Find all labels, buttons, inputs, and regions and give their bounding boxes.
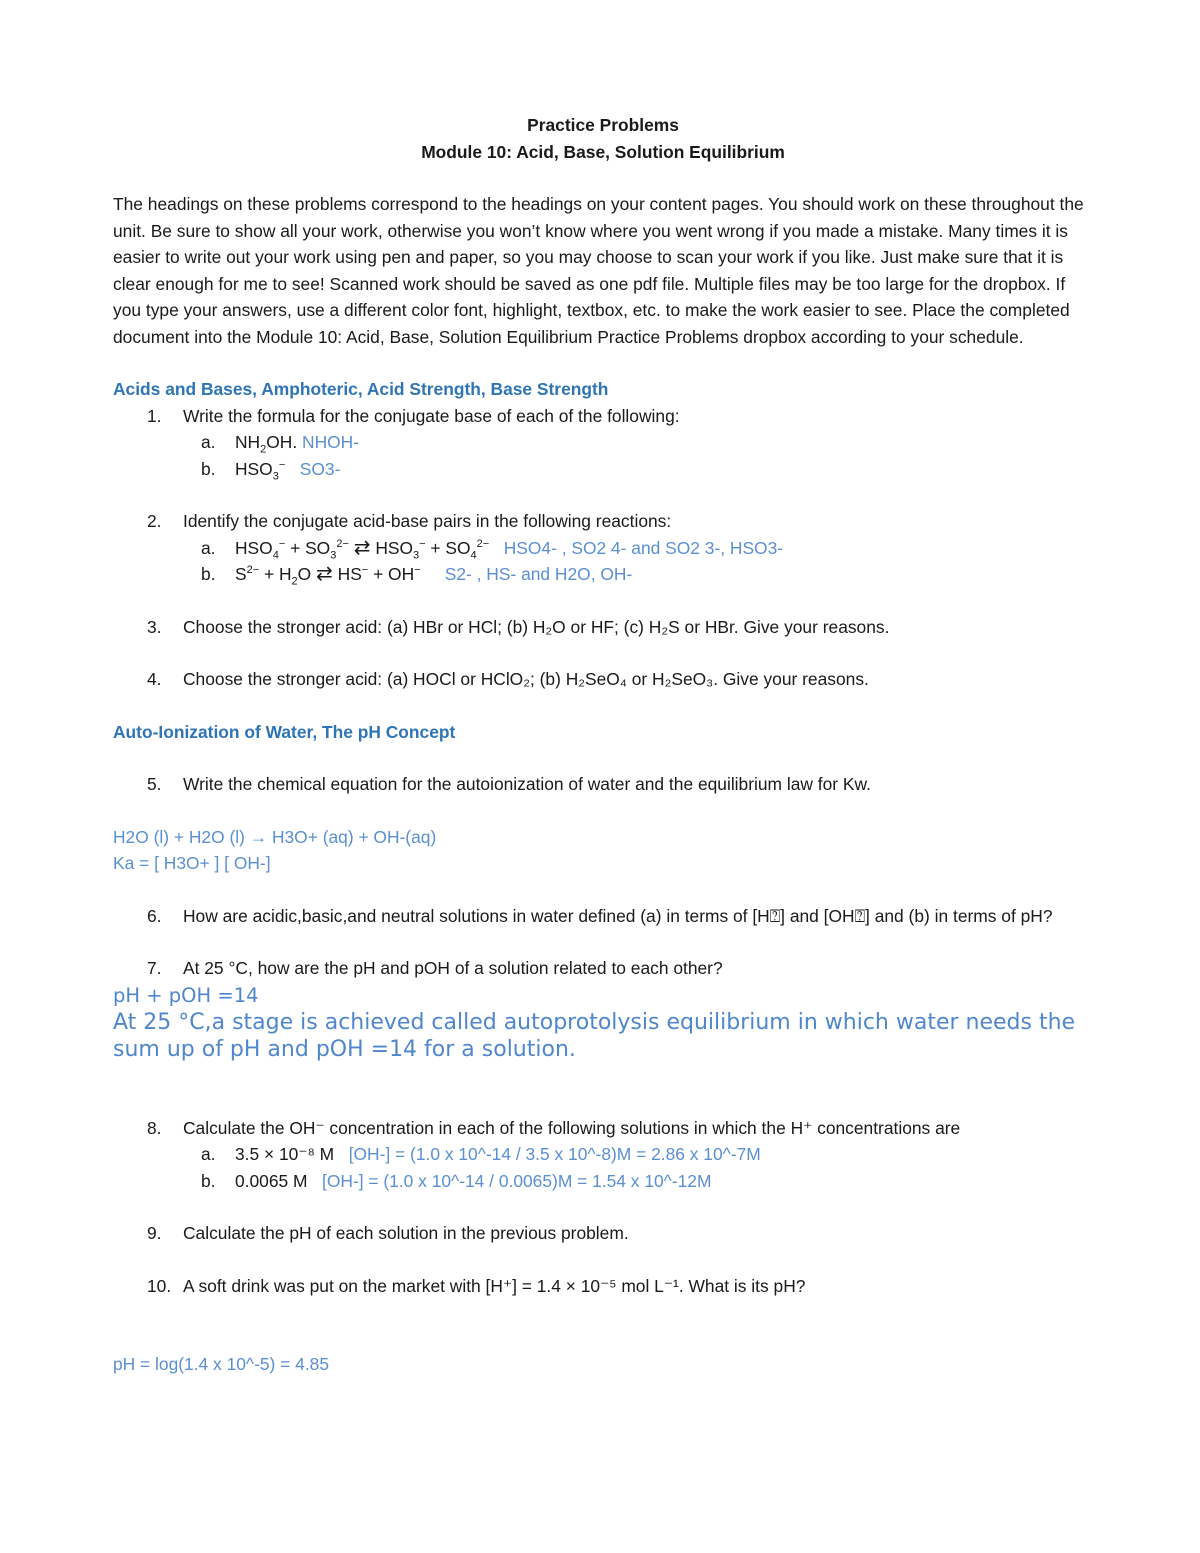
question-4 <box>113 666 1093 693</box>
question-1b <box>113 456 1093 483</box>
answer-2a: HSO4- , SO2 4- and SO2 3-, HSO3- <box>503 537 784 558</box>
intro-paragraph: The headings on these problems correspond to the headings on your content pages. You should work on these throughout the unit. Be sure to show all your work, otherwise you won’t know where you went wrong if you made a mistake. Many times it is easier to write out your work using pen and paper, so you may choose to scan your work if you like. Just make sure that it is clear enough for me to see! Scanned work should be saved as one pdf file. Multiple files may be too large for the dropbox. If you type your answers, use a different color font, highlight, textbox, etc. to make the work easier to see. Place the completed document into the Module 10: Acid, Base, Solution Equilibrium Practice Problems dropbox according to your schedule. <box>113 194 1084 347</box>
question-10 <box>113 1273 1093 1300</box>
question-text: Choose the stronger acid: (a) HOCl or HClO₂; (b) H₂SeO₄ or H₂SeO₃. Give your reasons. <box>183 669 869 689</box>
question-text: Choose the stronger acid: (a) HBr or HCl; (b) H₂O or HF; (c) H₂S or HBr. Give your reasons. <box>183 616 890 637</box>
question-number: 3. <box>147 616 162 637</box>
sub-letter: b. <box>201 564 216 584</box>
question-text: Calculate the pH of each solution in the previous problem. <box>183 1223 629 1243</box>
sub-letter: b. <box>201 1170 216 1191</box>
answer-1a: NHOH- <box>302 432 360 452</box>
formula-nh2oh: $NH_2OH$. <box>235 432 298 456</box>
document-page <box>113 112 1093 1378</box>
question-text: Calculate the OH⁻ concentration in each of the following solutions in which the H⁺ concentrations are <box>183 1117 961 1138</box>
question-1a <box>113 429 1093 456</box>
reaction-2a: $HSO_4^- + SO_3^{2-}$ ⇄ $HSO_3^- + SO_4^{2-}$ <box>235 536 490 561</box>
sub-letter: a. <box>201 432 216 452</box>
question-2 <box>113 508 1093 535</box>
question-number: 2. <box>147 511 162 531</box>
question-9 <box>113 1220 1093 1247</box>
question-number: 1. <box>147 405 162 426</box>
question-number: 10. <box>147 1275 172 1296</box>
question-7 <box>113 955 1093 982</box>
section-heading-acids-bases: Acids and Bases, Amphoteric, Acid Strength, Base Strength <box>113 379 609 399</box>
question-text: A soft drink was put on the market with [H⁺] = 1.4 × 10⁻⁵ mol L⁻¹. What is its pH? <box>183 1275 806 1296</box>
reaction-2b: $S^{2-} + H_2O$ ⇄ HS− + OH− <box>235 563 421 588</box>
sub-letter: b. <box>201 458 216 479</box>
question-2b <box>113 561 1093 588</box>
question-text: Identify the conjugate acid-base pairs in the following reactions: <box>183 511 672 531</box>
question-text: At 25 °C, how are the pH and pOH of a solution related to each other? <box>183 958 723 978</box>
question-text: How are acidic,basic,and neutral solutions in water defined (a) in terms of [H⍰] and [OH⍰] and (b) in terms of pH? <box>183 905 1053 926</box>
section-heading-autoionization: Auto-Ionization of Water, The pH Concept <box>113 721 456 742</box>
question-8 <box>113 1115 1093 1142</box>
concentration-value: 0.0065 M <box>235 1170 308 1191</box>
answer-5-law: Ka = [ H3O+ ] [ OH-] <box>113 853 271 873</box>
question-3 <box>113 614 1093 641</box>
question-number: 7. <box>147 958 162 978</box>
concentration-value: 3.5 × 10⁻⁸ M <box>235 1144 335 1164</box>
answer-8a: [OH-] = (1.0 x 10^-14 / 3.5 x 10^-8)M = 2.86 x 10^-7M <box>348 1144 761 1164</box>
sub-letter: a. <box>201 537 216 558</box>
answer-1b: SO3- <box>299 458 341 479</box>
answer-10: pH = log(1.4 x 10^-5) = 4.85 <box>113 1354 330 1374</box>
question-text: Write the formula for the conjugate base of each of the following: <box>183 405 680 426</box>
answer-7-relation: pH + pOH =14 <box>113 983 259 1007</box>
answer-5-equation: H2O (l) + H2O (l) → H3O+ (aq) + OH-(aq) <box>113 826 437 847</box>
formula-hso3: $HSO_3^-$ <box>235 458 286 482</box>
question-number: 8. <box>147 1117 162 1138</box>
document-title: Practice Problems <box>527 115 679 135</box>
document-subtitle: Module 10: Acid, Base, Solution Equilibrium <box>421 141 785 162</box>
answer-2b: S2- , HS- and H2O, OH- <box>444 564 633 584</box>
question-number: 9. <box>147 1223 162 1243</box>
equilibrium-arrow-icon: ⇄ <box>316 563 333 585</box>
answer-8b: [OH-] = (1.0 x 10^-14 / 0.0065)M = 1.54 x 10^-12M <box>322 1170 712 1191</box>
equilibrium-arrow-icon: ⇄ <box>353 536 371 559</box>
question-5 <box>113 771 1093 798</box>
question-number: 6. <box>147 905 162 926</box>
question-6 <box>113 903 1093 930</box>
question-8a <box>113 1141 1093 1168</box>
answer-7-explanation: At 25 °C,a stage is achieved called autoprotolysis equilibrium in which water needs the sum up of pH and pOH =14 for a solution. <box>113 1009 1076 1062</box>
question-text: Write the chemical equation for the autoionization of water and the equilibrium law for Kw. <box>183 774 871 794</box>
question-8b <box>113 1168 1093 1195</box>
question-2a <box>113 535 1093 562</box>
question-number: 4. <box>147 669 162 689</box>
sub-letter: a. <box>201 1144 216 1164</box>
question-1 <box>113 403 1093 430</box>
question-number: 5. <box>147 774 162 794</box>
